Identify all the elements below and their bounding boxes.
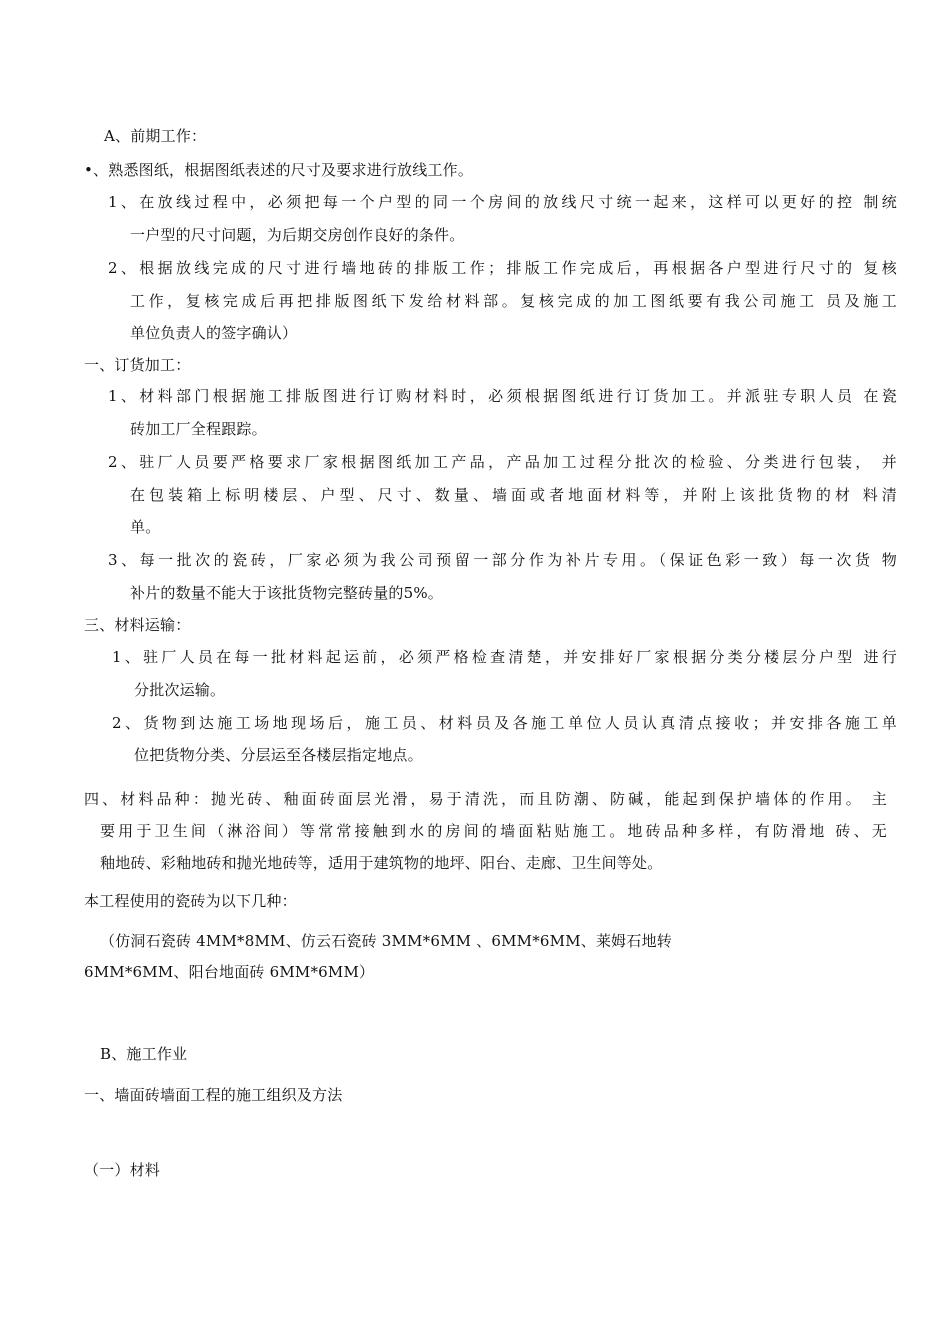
section-a-item2-line3: 单位负责人的签字确认） xyxy=(130,324,298,342)
section-types-line2: 要用于卫生间（淋浴间）等常常接触到水的房间的墙面粘贴施工。地砖品种多样，有防滑地 砖、无 xyxy=(100,822,887,840)
section-order-item2-line2: 在包装箱上标明楼层、户型、尺寸、数量、墙面或者地面材料等，并附上该批货物的材 料清 xyxy=(130,486,897,504)
section-a-item2-line2: 工作，复核完成后再把排版图纸下发给材料部。复核完成的加工图纸要有我公司施工 员及施工 xyxy=(130,292,897,310)
section-transport-item1-line1: 1、驻厂人员在每一批材料起运前，必须严格检查清楚，并安排好厂家根据分类分楼层分户型 进行 xyxy=(112,648,897,666)
section-order-item2-line3: 单。 xyxy=(130,518,161,536)
section-b-heading: B、施工作业 xyxy=(100,1045,188,1063)
section-order-item3-line1: 3、每一批次的瓷砖，厂家必须为我公司预留一部分作为补片专用。（保证色彩一致）每一次货 物 xyxy=(108,551,897,569)
section-b-material-heading: （一）材料 xyxy=(84,1161,161,1179)
section-a-heading: A、前期工作： xyxy=(104,127,207,145)
section-order-item1-line2: 砖加工厂全程跟踪。 xyxy=(130,420,267,438)
section-transport-heading: 三、材料运输： xyxy=(84,616,191,634)
section-transport-item2-line1: 2、货物到达施工场地现场后，施工员、材料员及各施工单位人员认真清点接收；并安排各施工单 xyxy=(112,714,897,732)
section-transport-item1-line2: 分批次运输。 xyxy=(134,681,226,699)
tiles-intro: 本工程使用的瓷砖为以下几种： xyxy=(84,892,297,910)
section-a-item1-line2: 一户型的尺寸问题，为后期交房创作良好的条件。 xyxy=(130,226,465,244)
section-a-bullet: •、熟悉图纸，根据图纸表述的尺寸及要求进行放线工作。 xyxy=(84,161,474,179)
section-order-item2-line1: 2、驻厂人员要严格要求厂家根据图纸加工产品，产品加工过程分批次的检验、分类进行包装， 并 xyxy=(108,453,897,471)
section-transport-item2-line2: 位把货物分类、分层运至各楼层指定地点。 xyxy=(134,746,423,764)
section-a-item2-line1: 2、根据放线完成的尺寸进行墙地砖的排版工作；排版工作完成后，再根据各户型进行尺寸的 复核 xyxy=(108,259,897,277)
section-types-line1: 四、材料品种：抛光砖、釉面砖面层光滑，易于清洗，而且防潮、防碱，能起到保护墙体的作用。 主 xyxy=(84,790,887,808)
section-order-item3-line2: 补片的数量不能大于该批货物完整砖量的5%。 xyxy=(130,584,443,602)
tiles-list-line2: 6MM*6MM、阳台地面砖 6MM*6MM） xyxy=(84,963,375,981)
section-order-item1-line1: 1、材料部门根据施工排版图进行订购材料时，必须根据图纸进行订货加工。并派驻专职人员 在瓷 xyxy=(108,387,897,405)
tiles-list-line1: （仿洞石瓷砖 4MM*8MM、仿云石瓷砖 3MM*6MM 、6MM*6MM、莱姆石地转 xyxy=(100,932,672,950)
section-b-sub-heading: 一、墙面砖墙面工程的施工组织及方法 xyxy=(84,1086,343,1104)
section-types-line3: 釉地砖、彩釉地砖和抛光地砖等，适用于建筑物的地坪、阳台、走廊、卫生间等处。 xyxy=(100,854,663,872)
section-order-heading: 一、订货加工： xyxy=(84,356,191,374)
section-a-item1-line1: 1、在放线过程中，必须把每一个户型的同一个房间的放线尺寸统一起来，这样可以更好的控 制统 xyxy=(108,193,897,211)
